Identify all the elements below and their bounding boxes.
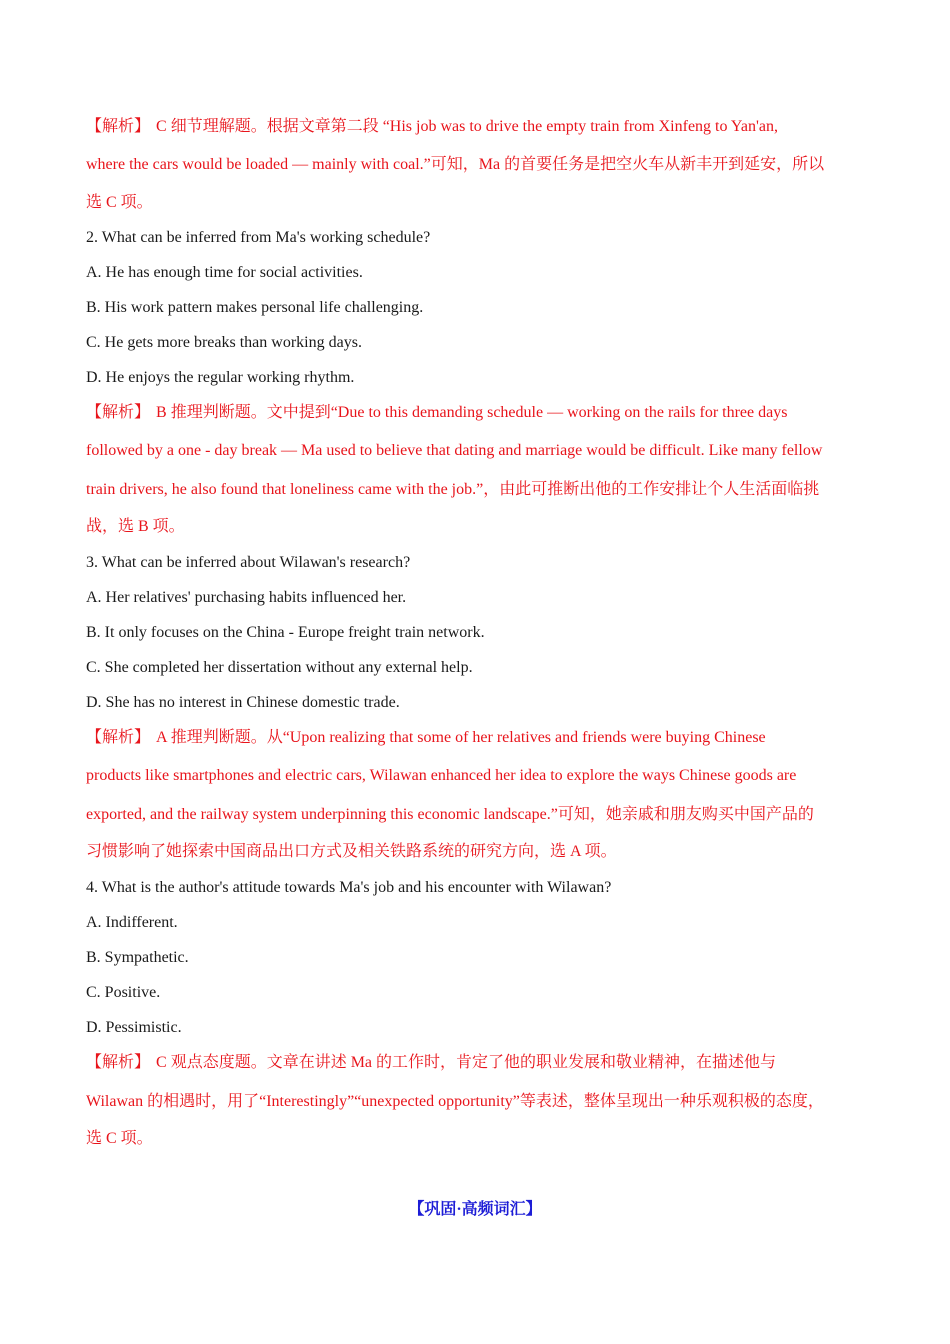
q2-option-b: B. His work pattern makes personal life challenging. bbox=[86, 299, 424, 316]
q3-option-c: C. She completed her dissertation without any external help. bbox=[86, 659, 473, 676]
q2-option-c: C. He gets more breaks than working days. bbox=[86, 334, 362, 351]
analysis-4-line-2: Wilawan 的相遇时，用了“Interestingly”“unexpected opportunity”等表述，整体呈现出一种乐观积极的态度， bbox=[86, 1093, 824, 1110]
analysis-tag: 【解析】 bbox=[86, 1054, 151, 1071]
section-heading: 【巩固·高频词汇】 bbox=[408, 1201, 542, 1218]
analysis-1-line-1: 【解析】 C 细节理解题。根据文章第二段 “His job was to drive the empty train from Xinfeng to Yan'an, bbox=[86, 118, 778, 135]
q4-option-a: A. Indifferent. bbox=[86, 914, 178, 931]
question-4: 4. What is the author's attitude towards Ma's job and his encounter with Wilawan? bbox=[86, 879, 612, 896]
q4-option-b: B. Sympathetic. bbox=[86, 949, 189, 966]
analysis-2-line-4: 战，选 B 项。 bbox=[86, 518, 185, 535]
analysis-3-line-3: exported, and the railway system underpinning this economic landscape.”可知，她亲戚和朋友购买中国产品的 bbox=[86, 806, 814, 823]
q3-option-d: D. She has no interest in Chinese domestic trade. bbox=[86, 694, 400, 711]
q3-option-a: A. Her relatives' purchasing habits influenced her. bbox=[86, 589, 407, 606]
analysis-1-line-3: 选 C 项。 bbox=[86, 194, 153, 211]
q2-option-a: A. He has enough time for social activities. bbox=[86, 264, 363, 281]
analysis-2-line-3: train drivers, he also found that loneliness came with the job.”，由此可推断出他的工作安排让个人生活面临挑 bbox=[86, 481, 820, 498]
analysis-2-line-2: followed by a one - day break — Ma used to believe that dating and marriage would be difficult. Like many fellow bbox=[86, 442, 823, 459]
analysis-4-line-1: 【解析】 C 观点态度题。文章在讲述 Ma 的工作时，肯定了他的职业发展和敬业精神，在描述他与 bbox=[86, 1054, 777, 1071]
question-2: 2. What can be inferred from Ma's working schedule? bbox=[86, 229, 431, 246]
analysis-2-line-1: 【解析】 B 推理判断题。文中提到“Due to this demanding schedule — working on the rails for three days bbox=[86, 404, 788, 421]
q4-option-d: D. Pessimistic. bbox=[86, 1019, 182, 1036]
q2-option-d: D. He enjoys the regular working rhythm. bbox=[86, 369, 355, 386]
analysis-tag: 【解析】 bbox=[86, 729, 151, 746]
analysis-3-line-4: 习惯影响了她探索中国商品出口方式及相关铁路系统的研究方向，选 A 项。 bbox=[86, 843, 617, 860]
analysis-3-line-1: 【解析】 A 推理判断题。从“Upon realizing that some of her relatives and friends were buying Chinese bbox=[86, 729, 766, 746]
analysis-tag: 【解析】 bbox=[86, 118, 151, 135]
analysis-tag: 【解析】 bbox=[86, 404, 151, 421]
q3-option-b: B. It only focuses on the China - Europe freight train network. bbox=[86, 624, 485, 641]
analysis-3-line-2: products like smartphones and electric cars, Wilawan enhanced her idea to explore the ways Chinese goods are bbox=[86, 767, 797, 784]
q4-option-c: C. Positive. bbox=[86, 984, 161, 1001]
analysis-4-line-3: 选 C 项。 bbox=[86, 1130, 153, 1147]
question-3: 3. What can be inferred about Wilawan's research? bbox=[86, 554, 411, 571]
analysis-1-line-2: where the cars would be loaded — mainly with coal.”可知，Ma 的首要任务是把空火车从新丰开到延安，所以 bbox=[86, 156, 825, 173]
